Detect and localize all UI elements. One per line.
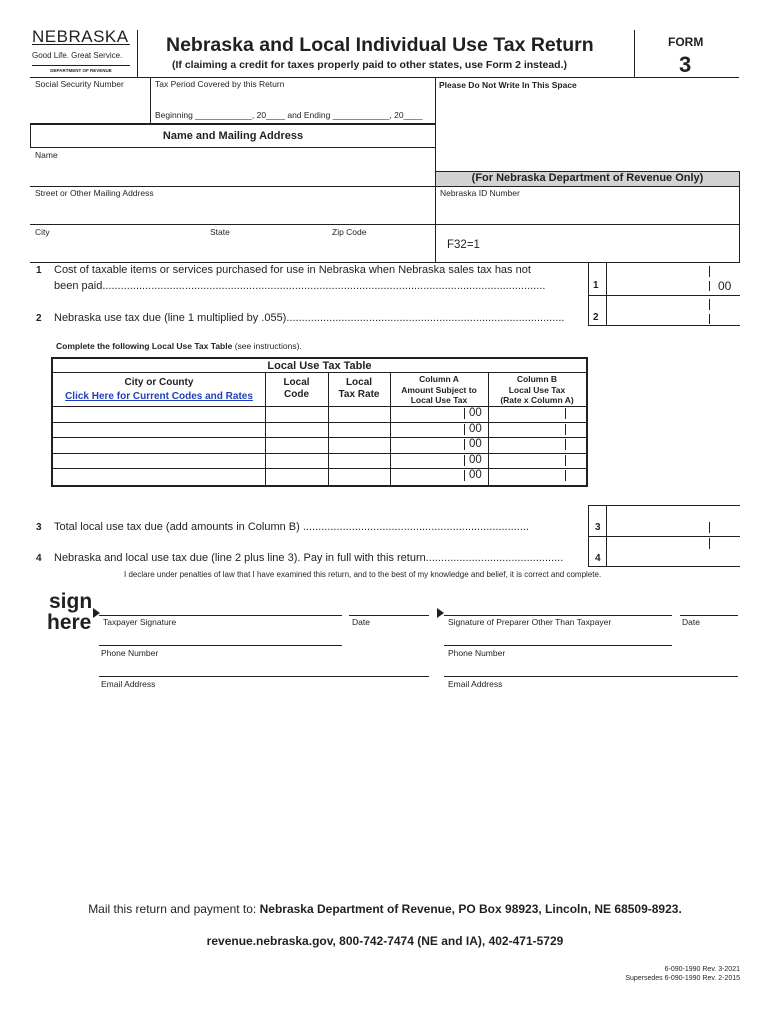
col-code-header [265,377,328,401]
header-divider-right [634,30,635,78]
line34-top-rule [588,505,740,506]
declaration-text: I declare under penalties of law that I have examined this return, and to the best of my knowledge and belief, it is correct and complete. [124,570,602,579]
line3-box-number: 3 [595,522,601,533]
col-a-header [390,374,488,406]
line4-text: Nebraska and local use tax due (line 2 plus line 3). Pay in full with this return............................................. [54,552,564,564]
col-a-1: Column A [419,374,459,384]
line1-cents-tick [709,266,710,277]
col-b-2: Local Use Tax [508,384,566,395]
col-a-3: Local Use Tax [410,395,468,405]
state-field[interactable] [209,242,319,256]
phone1-line[interactable] [99,645,342,646]
col-a-cents-tick [464,439,465,450]
preparer-sig-line[interactable] [444,615,672,616]
revision-info [560,966,740,983]
revision-supersedes: Supersedes 6-090-1990 Rev. 2-2015 [625,974,740,982]
preparer-arrow-icon [437,608,444,618]
col-rate-a: Local [345,377,373,388]
page-title: Nebraska and Local Individual Use Tax Return [166,34,594,56]
col-b-cents-tick [565,439,566,450]
col-a-cents: 00 [469,407,482,419]
line2-amount-input[interactable] [612,310,704,324]
col-city-label: City or County [124,377,194,388]
name-field[interactable] [34,163,429,177]
sign-arrow-icon [93,608,100,618]
col-rate-header [328,377,390,401]
date2-line[interactable] [680,615,738,616]
taxpayer-sig-line[interactable] [99,615,342,616]
tax-period-fields[interactable]: Beginning ____________, 20____ and Ending ____________, 20____ [155,110,423,120]
col-a-cents: 00 [469,422,482,435]
tax-period-label: Tax Period Covered by this Return [155,79,285,89]
local-table-title: Local Use Tax Table [267,360,372,372]
phone1-label: Phone Number [101,648,159,658]
line4-number: 4 [36,553,42,564]
line1-amount-bottom [588,295,740,296]
street-field[interactable] [34,201,429,215]
line4-amount-input[interactable] [612,550,704,564]
line1-box-number: 1 [593,280,599,291]
line2-amount-bottom [588,325,740,326]
ssn-label: Social Security Number [35,79,124,89]
logo-dept: DEPARTMENT OF REVENUE [50,68,112,73]
logo-swoosh [32,44,130,45]
preparer-sig-label: Signature of Preparer Other Than Taxpayer [448,617,612,627]
mail-address: Nebraska Department of Revenue, PO Box 98923, Lincoln, NE 68509-8923. [259,902,682,916]
col-b-cents-tick [565,424,566,435]
col-a-cents: 00 [469,453,482,466]
table-instruction-rest: (see instructions). [232,341,302,351]
line2-number: 2 [36,313,42,324]
revision-current: 6-090-1990 Rev. 3-2021 [664,966,740,973]
ssn-period-divider [150,77,151,123]
ssn-field[interactable] [34,92,144,106]
col-b-1: Column B [516,374,558,384]
header-divider-left [137,30,138,78]
email1-label: Email Address [101,679,156,689]
email2-label: Email Address [448,679,503,689]
phone2-line[interactable] [444,645,672,646]
col-a-cents-tick [464,455,465,466]
table-title-rule [53,372,586,373]
logo-word: NEBRASKA [32,27,129,46]
date1-line[interactable] [349,615,429,616]
col-a-cents: 00 [469,438,482,451]
col-a-cents: 00 [469,469,482,482]
email2-line[interactable] [444,676,738,677]
col-b-3: (Rate x Column A) [500,395,574,405]
dor-only-label: (For Nebraska Department of Revenue Only) [471,172,704,184]
codes-rates-link[interactable]: Click Here for Current Codes and Rates [65,391,253,402]
name-label: Name [35,150,58,160]
top-rule [30,77,739,78]
line2-text: Nebraska use tax due (line 1 multiplied by .055)........................................................................................... [54,312,565,324]
city-field[interactable] [34,242,199,256]
line1-cents-tick-2 [709,281,710,291]
line4-amount-bottom [588,566,740,567]
f32-code: F32=1 [447,239,480,251]
line4-box-number: 4 [595,553,601,564]
here-word: here [47,611,92,634]
phone2-label: Phone Number [448,648,506,658]
line3-number: 3 [36,522,42,533]
table-row[interactable] [53,422,586,438]
table-row[interactable] [53,437,586,453]
name-address-heading: Name and Mailing Address [162,130,304,142]
table-row[interactable] [53,406,586,422]
line1-text-a: Cost of taxable items or services purchased for use in Nebraska when Nebraska sales tax has not [54,264,531,276]
table-instruction [56,341,302,351]
city-label: City [35,227,50,237]
col-city-header [53,377,265,403]
col-a-cents-tick [464,408,465,419]
nebraska-logo [32,28,132,76]
table-row[interactable] [53,453,586,469]
line1-number: 1 [36,265,42,276]
line3-amount-bottom [588,536,740,537]
zip-field[interactable] [331,242,431,256]
date2-label: Date [682,617,700,627]
ne-id-label: Nebraska ID Number [440,188,520,198]
col-a-2: Amount Subject to [401,384,477,395]
zip-label: Zip Code [332,227,367,237]
date1-label: Date [352,617,370,627]
col-code-b: Code [284,389,309,400]
col-b-cents-tick [565,470,566,481]
table-instruction-bold: Complete the following Local Use Tax Table [56,341,233,351]
contact-info: revenue.nebraska.gov, 800-742-7474 (NE and IA), 402-471-5729 [206,934,564,948]
col-b-header [488,374,586,406]
form-label: FORM [668,35,704,49]
email1-line[interactable] [99,676,429,677]
line1-text-b: been paid................................................................................................................................................. [54,280,546,292]
mail-prefix: Mail this return and payment to: [88,902,260,916]
address-bottom-rule [30,262,739,263]
office-right-border [739,186,740,263]
page-subtitle: (If claiming a credit for taxes properly paid to other states, use Form 2 instead.) [172,59,568,71]
street-bottom-rule [30,224,739,225]
line1-amount-input[interactable] [612,278,704,292]
col-b-cents-tick [565,408,566,419]
line2-cents-tick-2 [709,314,710,324]
sign-word: sign [49,590,93,613]
line4-cents-tick [709,538,710,549]
line2-box-number: 2 [593,312,599,323]
street-label: Street or Other Mailing Address [35,188,154,198]
col-code-a: Local [283,377,310,388]
line3-cents-tick [709,522,710,533]
mail-instruction [0,902,770,916]
office-column-divider [435,77,436,263]
taxpayer-sig-label: Taxpayer Signature [103,617,177,627]
name-bottom-rule [30,186,435,187]
logo-divider [32,65,130,66]
col-b-cents-tick [565,455,566,466]
line2-cents-tick [709,299,710,310]
line1-cents: 00 [718,279,732,293]
state-label: State [210,227,230,237]
table-row[interactable] [53,468,586,484]
logo-tagline: Good Life. Great Service. [32,51,123,60]
do-not-write-label: Please Do Not Write In This Space [439,80,577,90]
line-box-number-divider [606,262,607,326]
col-a-cents-tick [464,424,465,435]
form-number: 3 [679,52,692,77]
line3-amount-input[interactable] [612,520,704,534]
line3-text: Total local use tax due (add amounts in Column B) .......................................................................... [54,521,530,533]
line-box-left-border [588,262,589,326]
col-a-cents-tick [464,470,465,481]
col-rate-b: Tax Rate [338,389,380,400]
